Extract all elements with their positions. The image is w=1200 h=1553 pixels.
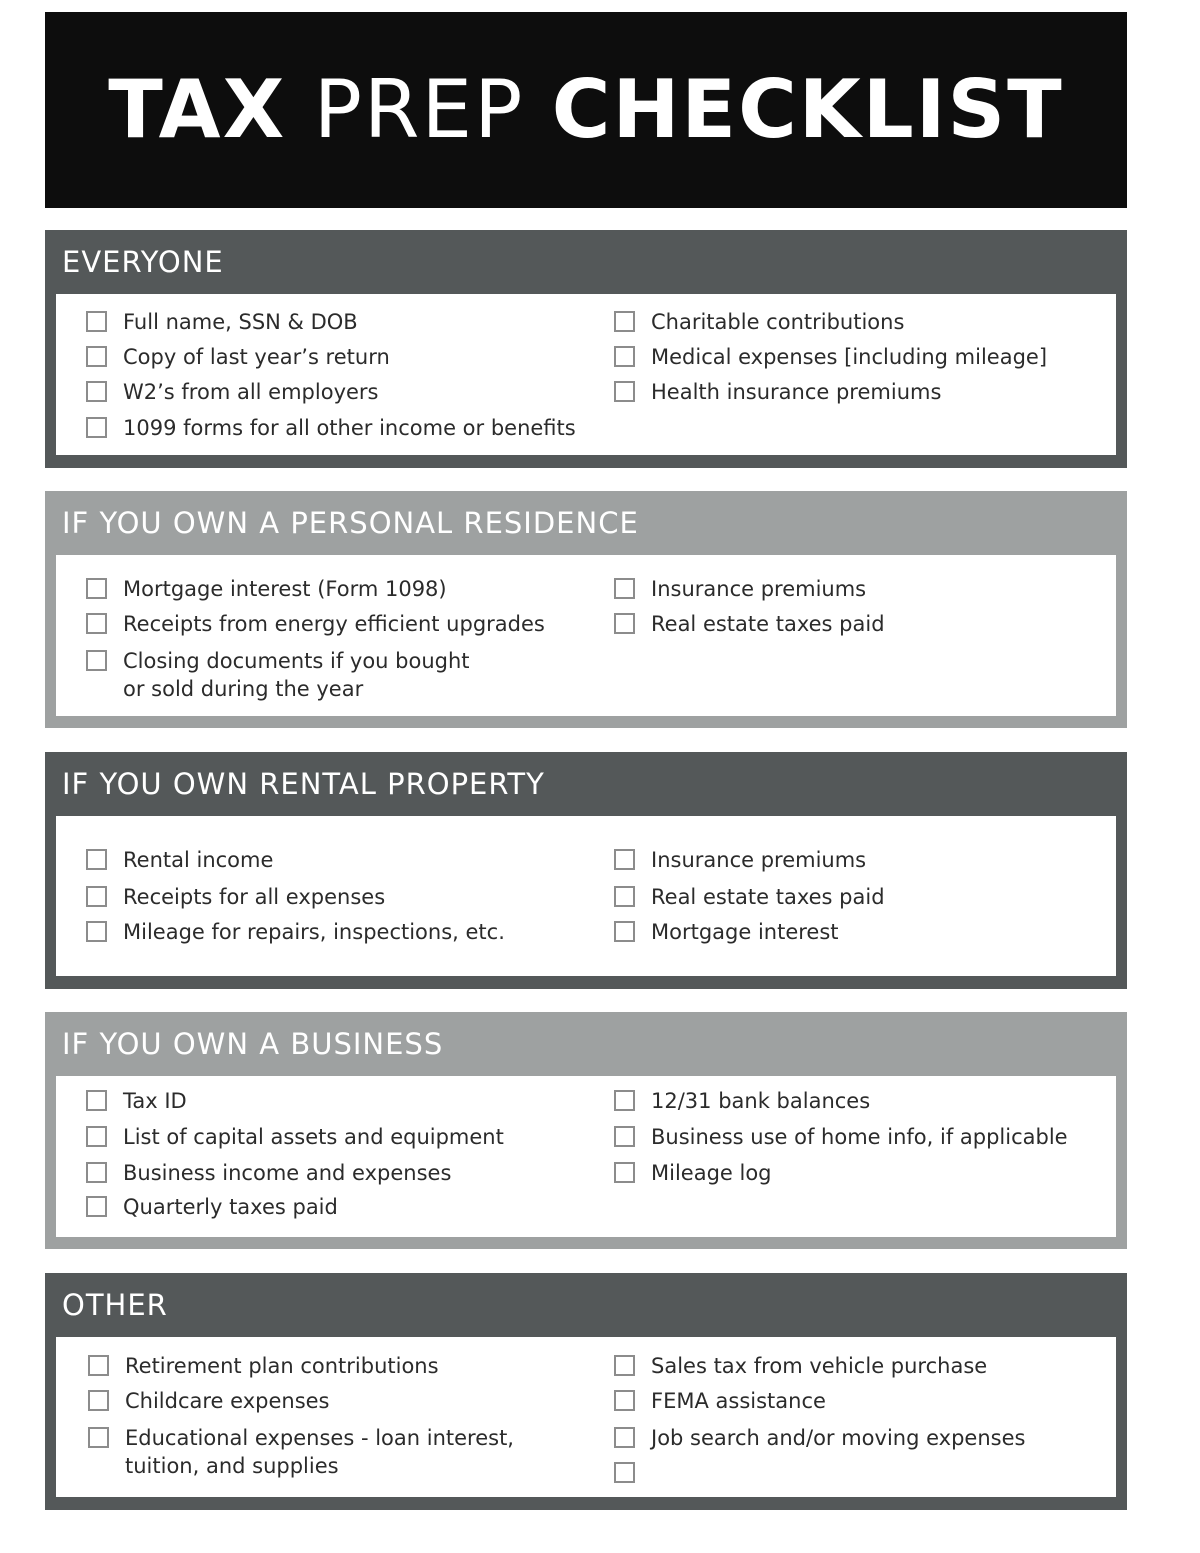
item-label: Mileage log xyxy=(651,1161,772,1185)
title-word-prep: PREP xyxy=(313,63,525,156)
checklist-item xyxy=(614,575,866,603)
checkbox[interactable] xyxy=(614,1462,635,1483)
title-banner xyxy=(45,12,1127,208)
item-label: Real estate taxes paid xyxy=(651,885,885,909)
item-label: Rental income xyxy=(123,848,274,872)
checkbox[interactable] xyxy=(86,1126,107,1147)
item-label: Medical expenses [including mileage] xyxy=(651,345,1048,369)
section-personal-residence xyxy=(45,491,1127,728)
checklist-item xyxy=(86,378,379,406)
checklist-item xyxy=(614,846,866,874)
item-label: Tax ID xyxy=(123,1089,187,1113)
checkbox[interactable] xyxy=(86,849,107,870)
item-label: Copy of last year’s return xyxy=(123,345,390,369)
checkbox[interactable] xyxy=(86,381,107,402)
item-label: Retirement plan contributions xyxy=(125,1354,439,1378)
item-label: Mortgage interest xyxy=(651,920,839,944)
item-label: 12/31 bank balances xyxy=(651,1089,871,1113)
checklist-item xyxy=(614,378,941,406)
checklist-item xyxy=(88,1387,330,1415)
checklist-item xyxy=(614,1387,826,1415)
checkbox[interactable] xyxy=(614,886,635,907)
section-body xyxy=(56,294,1116,455)
item-label: Receipts from energy efficient upgrades xyxy=(123,612,545,636)
section-heading: IF YOU OWN A BUSINESS xyxy=(62,1027,444,1061)
checklist-item xyxy=(86,846,273,874)
title-word-checklist: CHECKLIST xyxy=(551,63,1064,156)
checkbox[interactable] xyxy=(614,1390,635,1411)
item-label: Mortgage interest (Form 1098) xyxy=(123,577,447,601)
checklist-item xyxy=(86,575,447,603)
item-label: List of capital assets and equipment xyxy=(123,1125,504,1149)
section-heading: EVERYONE xyxy=(62,245,224,279)
item-label: Full name, SSN & DOB xyxy=(123,310,358,334)
title-word-tax: TAX xyxy=(108,63,287,156)
checkbox[interactable] xyxy=(86,886,107,907)
checkbox[interactable] xyxy=(614,921,635,942)
checklist-item xyxy=(86,610,545,638)
section-rental-property xyxy=(45,752,1127,989)
checkbox[interactable] xyxy=(86,650,107,671)
section-body xyxy=(56,816,1116,976)
item-label: Business use of home info, if applicable xyxy=(651,1125,1068,1149)
checklist-item xyxy=(614,1159,772,1187)
section-heading: OTHER xyxy=(62,1288,168,1322)
checkbox[interactable] xyxy=(86,613,107,634)
checklist-item xyxy=(614,610,885,638)
item-label: Job search and/or moving expenses xyxy=(651,1426,1026,1450)
item-label: Sales tax from vehicle purchase xyxy=(651,1354,988,1378)
checkbox[interactable] xyxy=(86,311,107,332)
checkbox[interactable] xyxy=(614,346,635,367)
checkbox[interactable] xyxy=(86,1090,107,1111)
checklist-item xyxy=(614,343,1047,371)
checkbox[interactable] xyxy=(86,1162,107,1183)
checkbox[interactable] xyxy=(614,1126,635,1147)
checklist-item xyxy=(86,1087,187,1115)
section-body xyxy=(56,1076,1116,1237)
checklist-item xyxy=(614,883,885,911)
checklist-item xyxy=(614,1087,870,1115)
checkbox[interactable] xyxy=(614,578,635,599)
checklist-item xyxy=(86,343,390,371)
item-label: FEMA assistance xyxy=(651,1389,826,1413)
checklist-item xyxy=(86,883,385,911)
section-business xyxy=(45,1012,1127,1249)
checklist-item xyxy=(614,1424,1025,1452)
section-everyone xyxy=(45,230,1127,468)
page-title xyxy=(108,63,1064,156)
item-label: W2’s from all employers xyxy=(123,380,379,404)
checkbox[interactable] xyxy=(614,849,635,870)
checklist-item xyxy=(86,918,505,946)
checklist-item xyxy=(88,1424,514,1480)
item-label: Insurance premiums xyxy=(651,848,867,872)
checkbox[interactable] xyxy=(614,311,635,332)
item-label: Receipts for all expenses xyxy=(123,885,386,909)
checklist-item xyxy=(86,1159,451,1187)
item-label: Mileage for repairs, inspections, etc. xyxy=(123,920,505,944)
checklist-item xyxy=(614,1352,987,1380)
checkbox[interactable] xyxy=(88,1427,109,1448)
item-label: Business income and expenses xyxy=(123,1161,452,1185)
section-body xyxy=(56,555,1116,716)
section-heading: IF YOU OWN A PERSONAL RESIDENCE xyxy=(62,506,639,540)
item-label: Health insurance premiums xyxy=(651,380,942,404)
item-label: Childcare expenses xyxy=(125,1389,330,1413)
section-other xyxy=(45,1273,1127,1510)
item-label: Quarterly taxes paid xyxy=(123,1195,338,1219)
checkbox[interactable] xyxy=(614,1355,635,1376)
checklist-item xyxy=(86,1123,504,1151)
checkbox[interactable] xyxy=(88,1355,109,1376)
checklist-item xyxy=(614,1123,1068,1151)
checklist-item xyxy=(86,1193,338,1221)
checklist-item xyxy=(614,308,904,336)
checkbox[interactable] xyxy=(86,346,107,367)
item-label: Real estate taxes paid xyxy=(651,612,885,636)
item-label: Insurance premiums xyxy=(651,577,867,601)
item-label: Educational expenses - loan interest, tuition, and supplies xyxy=(125,1426,514,1478)
checklist-item xyxy=(88,1352,439,1380)
section-heading: IF YOU OWN RENTAL PROPERTY xyxy=(62,767,545,801)
checkbox[interactable] xyxy=(614,613,635,634)
checkbox[interactable] xyxy=(86,921,107,942)
checkbox[interactable] xyxy=(614,1162,635,1183)
checklist-item xyxy=(614,918,839,946)
item-label: 1099 forms for all other income or benefits xyxy=(123,416,576,440)
checkbox[interactable] xyxy=(86,417,107,438)
checklist-item-blank xyxy=(614,1459,651,1483)
checkbox[interactable] xyxy=(86,1196,107,1217)
item-label: Charitable contributions xyxy=(651,310,905,334)
checkbox[interactable] xyxy=(88,1390,109,1411)
checklist-item xyxy=(86,647,470,703)
section-body xyxy=(56,1337,1116,1497)
checklist-item xyxy=(86,414,576,442)
checkbox[interactable] xyxy=(86,578,107,599)
checklist-item xyxy=(86,308,358,336)
item-label: Closing documents if you bought or sold during the year xyxy=(123,649,470,701)
checkbox[interactable] xyxy=(614,1090,635,1111)
checkbox[interactable] xyxy=(614,381,635,402)
checkbox[interactable] xyxy=(614,1427,635,1448)
